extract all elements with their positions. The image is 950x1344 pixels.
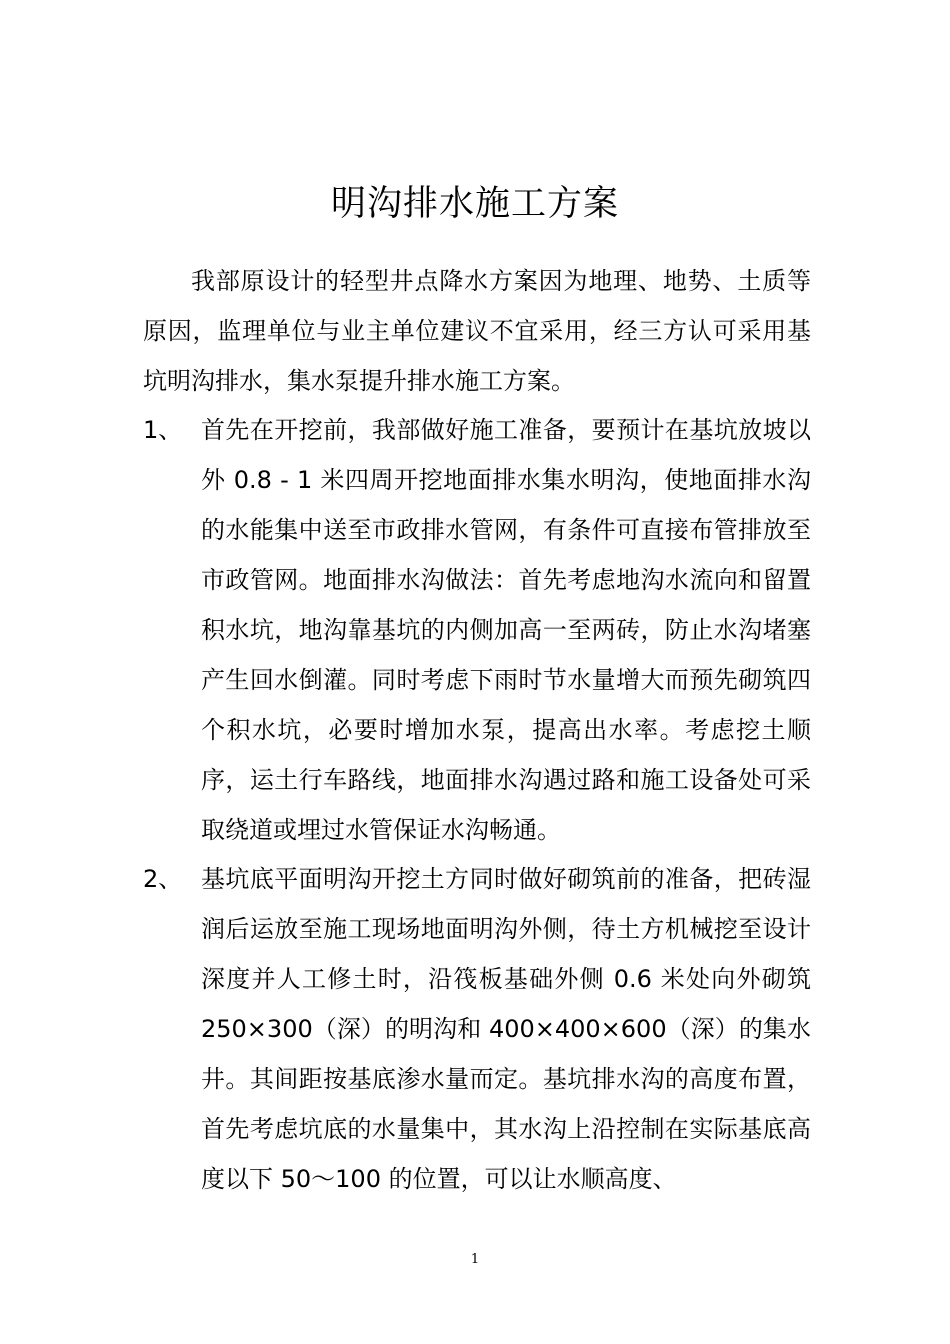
document-title: 明沟排水施工方案 xyxy=(330,184,619,224)
list-item-number: 2、 xyxy=(143,865,183,893)
page-number: 1 xyxy=(470,1252,480,1267)
intro-paragraph: 我部原设计的轻型井点降水方案因为地理、地势、土质等原因，监理单位与业主单位建议不宜采用，经三方认可采用基坑明沟排水，集水泵提升排水施工方案。 xyxy=(143,267,811,395)
list-item xyxy=(143,405,811,855)
list-item-number: 1、 xyxy=(143,416,183,444)
list-item-text: 基坑底平面明沟开挖土方同时做好砌筑前的准备，把砖湿润后运放至施工现场地面明沟外侧，待土方机械挖至设计深度并人工修土时，沿筏板基础外侧 0.6 米处向外砌筑 250×300（深）的明沟和 400×400×600（深）的集水井。其间距按基底渗水量而定。基坑排水沟的高度布置，首先考虑坑底的水量集中，其水沟上沿控制在实际基底高度以下 50～100 的位置，可以让水顺高度、 xyxy=(201,865,811,1193)
list-item-text: 首先在开挖前，我部做好施工准备，要预计在基坑放坡以外 0.8 - 1 米四周开挖地面排水集水明沟，使地面排水沟的水能集中送至市政排水管网，有条件可直接布管排放至市政管网。地面排水沟做法：首先考虑地沟水流向和留置积水坑，地沟靠基坑的内侧加高一至两砖，防止水沟堵塞产生回水倒灌。同时考虑下雨时节水量增大而预先砌筑四个积水坑，必要时增加水泵，提高出水率。考虑挖土顺序，运土行车路线，地面排水沟遇过路和施工设备处可采取绕道或埋过水管保证水沟畅通。 xyxy=(201,416,811,844)
list-item xyxy=(143,854,811,1204)
